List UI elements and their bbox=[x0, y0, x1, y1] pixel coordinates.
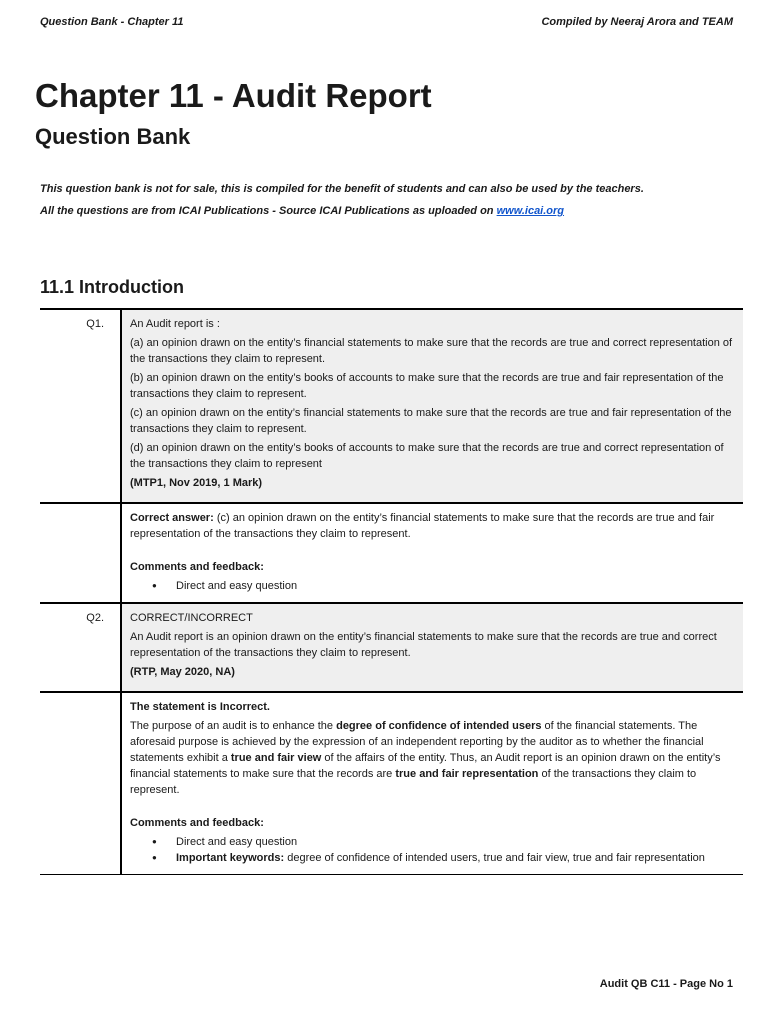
question-row-q2 bbox=[40, 603, 743, 692]
notice-line-2 bbox=[40, 200, 760, 222]
question-number: Q2. bbox=[40, 603, 121, 692]
option-d: (d) an opinion drawn on the entity’s books of accounts to make sure that the records are true and correct representation of the transactions they claim to represent bbox=[130, 442, 724, 470]
question-row-q1 bbox=[40, 309, 743, 503]
page-title: Chapter 11 - Audit Report bbox=[35, 77, 432, 114]
question-number: Q1. bbox=[40, 309, 121, 503]
answer-row-q2 bbox=[40, 692, 743, 875]
question-source: (RTP, May 2020, NA) bbox=[130, 666, 235, 678]
keyword-highlight: true and fair representation bbox=[395, 768, 539, 780]
running-header-right: Compiled by Neeraj Arora and TEAM bbox=[541, 16, 733, 28]
comment-item-keywords bbox=[176, 850, 735, 866]
question-source: (MTP1, Nov 2019, 1 Mark) bbox=[130, 477, 263, 489]
keywords-text: degree of confidence of intended users, true and fair view, true and fair representation bbox=[284, 852, 705, 864]
answer-cell bbox=[121, 503, 743, 603]
question-stem: An Audit report is an opinion drawn on the entity’s financial statements to make sure that the records are true and correct representation of the transactions they claim to represent. bbox=[130, 631, 717, 659]
option-a: (a) an opinion drawn on the entity’s financial statements to make sure that the records are true and correct representation of the transactions they claim to represent. bbox=[130, 337, 733, 365]
answer-cell bbox=[121, 692, 743, 875]
disclaimer-notice bbox=[40, 178, 760, 222]
question-table bbox=[40, 308, 743, 875]
icai-link[interactable]: www.icai.org bbox=[496, 205, 565, 217]
keywords-label: Important keywords: bbox=[176, 852, 285, 864]
question-stem: An Audit report is : bbox=[130, 318, 220, 330]
comments-label: Comments and feedback: bbox=[130, 561, 264, 573]
correct-answer-text: (c) an opinion drawn on the entity’s financial statements to make sure that the records are true and fair representation of the transactions they claim to represent. bbox=[130, 512, 715, 540]
page-footer: Audit QB C11 - Page No 1 bbox=[599, 978, 733, 990]
comment-item: ● Direct and easy question bbox=[176, 578, 735, 594]
answer-heading: The statement is Incorrect. bbox=[130, 701, 270, 713]
comments-list bbox=[130, 834, 735, 866]
correct-answer-label: Correct answer: bbox=[130, 512, 214, 524]
comments-list bbox=[130, 578, 735, 594]
question-cell bbox=[121, 603, 743, 692]
keyword-highlight: degree of confidence of intended users bbox=[336, 720, 542, 732]
section-title: 11.1 Introduction bbox=[40, 277, 185, 297]
page-subtitle: Question Bank bbox=[35, 124, 191, 149]
answer-explanation: The purpose of an audit is to enhance the degree of confidence of intended users of the financial statements. The aforesaid purpose is achieved by the expression of an independent reporting by the auditor as to whether the financial statements exhibit a true and fair view of the affairs of the entity. Thus, an Audit report is an opinion drawn on the entity’s financial statements to make sure that the records are true and fair representation of the transactions they claim to represent. bbox=[130, 720, 721, 796]
option-c: (c) an opinion drawn on the entity’s financial statements to make sure that the records are true and fair representation of the transactions they claim to represent. bbox=[130, 407, 732, 435]
question-type: CORRECT/INCORRECT bbox=[130, 612, 253, 624]
comment-item: ● Direct and easy question bbox=[176, 834, 735, 850]
comments-label: Comments and feedback: bbox=[130, 817, 264, 829]
question-cell bbox=[121, 309, 743, 503]
answer-row-q1 bbox=[40, 503, 743, 603]
notice-line-1: This question bank is not for sale, this is compiled for the benefit of students and can also be used by the teachers. bbox=[40, 183, 644, 195]
running-header-left: Question Bank - Chapter 11 bbox=[40, 16, 184, 28]
notice-line-2-text: All the questions are from ICAI Publications - Source ICAI Publications as uploaded on bbox=[40, 205, 497, 217]
keyword-highlight: true and fair view bbox=[230, 752, 322, 764]
correct-answer bbox=[130, 510, 735, 542]
option-b: (b) an opinion drawn on the entity’s books of accounts to make sure that the records are true and fair representation of the transactions they claim to represent. bbox=[130, 372, 724, 400]
